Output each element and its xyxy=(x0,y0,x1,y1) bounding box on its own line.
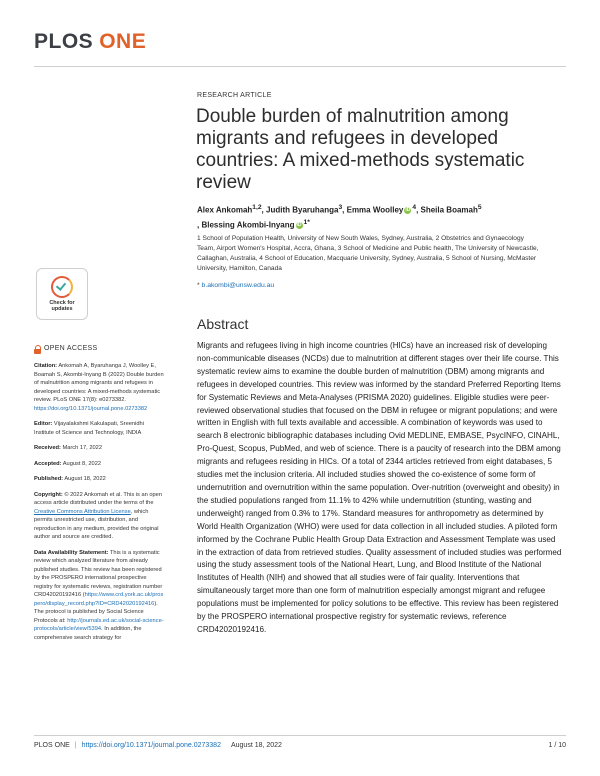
corresponding-email-link[interactable]: b.akombi@unsw.edu.au xyxy=(201,282,275,289)
author-affiliation-marker: 3 xyxy=(338,204,343,211)
citation-doi-link[interactable]: https://doi.org/10.1371/journal.pone.0273382 xyxy=(34,405,148,412)
corresponding-mark: * xyxy=(197,282,200,289)
abstract-text: Migrants and refugees living in high income countries (HICs) have an increased risk of developing non-communicable diseases (NCDs) due to malnutrition at different stages over their life course. This systematic review aims to examine the double burden of malnutrition (DBM) among migrants and refugees in developed countries. This review was informed by the standard Preferred Reporting Items for Systematic Reviews and Meta-Analyses (PRISMA 2020) guidelines. Eligible studies were peer-reviewed observational studies that focused on the DBM in refugee or migrant populations; and were written in English with full texts available and accessible. A combination of keywords was used to search 8 electronic bibliographic databases including Ovid MEDLINE, EMBASE, PsycINFO, CINAHL, Pro-Quest, Scopus, PubMed, and web of science. There is a paucity of research into the DBM among migrants and refugees residing in HICs. Of a total of 2344 articles retrieved from eight databases, 5 studies met the inclusion criteria. All included studies showed the co-existence of some form of undernutrition and overnutrition within the same population. Over-nutrition (overweight and obesity) in the studied populations ranged from 11.1% to 42% while undernutrition (stunting, wasting and underweight) ranged from 0.3% to 17%. Standard measures for anthropometry as determined by World Health Organization (WHO) were used for data collection in all included studies. A piloted form informed by the Cochrane Public Health Group Data Extraction and Assessment Template was used in the extraction of data from retrieved studies. Quality assessment of included studies was performed using the study assessment tools of the National Heart, Lung, and Blood Institute of the National Institutes of Health (NIH) and showed that all studies were of fair quality. Interventions that simultaneously target more than one form of malnutrition especially amongst migrant and refugee populations must be implemented for policy solutions to be effective. This review has been registered by the PROSPERO international prospective registry for systematic reviews, reference CRD42020192416. xyxy=(197,341,562,634)
page-footer xyxy=(34,742,566,749)
accepted-date: Accepted: August 8, 2022 xyxy=(34,460,102,467)
author-name[interactable]: Alex Ankomah xyxy=(197,205,253,215)
author-affiliation-marker: 5 xyxy=(477,204,482,211)
page-number: 1 / 10 xyxy=(548,742,566,749)
corresponding-author xyxy=(197,282,274,289)
orcid-icon[interactable]: iD xyxy=(405,207,411,214)
footer-doi-link[interactable]: https://doi.org/10.1371/journal.pone.0273382 xyxy=(81,742,221,749)
journal-logo[interactable] xyxy=(34,30,146,54)
author-affiliation-marker: 1,2 xyxy=(252,204,262,211)
citation-block: Citation: Ankomah A, Byaruhanga J, Woolley E, Boamah S, Akombi-Inyang B (2022) Double burden of malnutrition among migrants and refugees in developed countries: A mixed-methods systematic review. PLoS ONE 17(8): e0273382. https://doi.org/10.1371/journal.pone.0273382 xyxy=(34,363,164,412)
copyright-block: Copyright: © 2022 Ankomah et al. This is an open access article distributed under the terms of the Creative Commons Attribution License, which permits unrestricted use, distribution, and reproduction in any medium, provided the original author and source are credited. xyxy=(34,491,163,540)
check-updates-label: Check for updates xyxy=(49,299,75,312)
check-for-updates-button[interactable] xyxy=(36,268,88,320)
footer-journal: PLOS ONE xyxy=(34,742,70,749)
author-name[interactable]: , Blessing Akombi-Inyang xyxy=(197,220,295,230)
open-lock-icon xyxy=(34,345,41,354)
author-list xyxy=(197,202,537,231)
footer-separator: | xyxy=(74,742,77,749)
license-link[interactable]: Creative Commons Attribution License xyxy=(34,508,131,515)
author-affiliation-marker: 1* xyxy=(303,218,310,226)
header-divider xyxy=(34,66,566,67)
author-affiliation-marker: 4 xyxy=(412,204,417,211)
open-access-label: OPEN ACCESS xyxy=(44,345,98,353)
check-updates-icon xyxy=(51,276,73,298)
footer-date: August 18, 2022 xyxy=(230,742,282,749)
protocol-link[interactable]: http://journals.ed.ac.uk/social-science-protocols/article/view/5394 xyxy=(34,617,164,632)
published-date: Published: August 18, 2022 xyxy=(34,476,106,482)
article-title: Double burden of malnutrition among migrants and refugees in developed countries: A mixed-methods systematic review xyxy=(196,106,525,193)
received-date: Received: March 17, 2022 xyxy=(34,445,102,451)
editor-block: Editor: Vijayalakshmi Kakulapati, Sreenidhi Institute of Science and Technology, INDIA xyxy=(34,421,144,436)
abstract-heading: Abstract xyxy=(197,316,249,332)
article-type: RESEARCH ARTICLE xyxy=(197,92,272,99)
affiliations: 1 School of Population Health, University of New South Wales, Sydney, Australia, 2 Obstetrics and Gynaecology Team, Airport Women's Hospital, Accra, Ghana, 3 School of Medicine and Public health, The University of Newcastle, Callaghan, Australia, 4 School of Education, Macquarie University, Sydney, Australia, 5 School of Nursing, McMaster University, Hamilton, Canada xyxy=(197,235,539,272)
logo-plos: PLOS xyxy=(34,30,94,53)
author-name[interactable]: , Emma Woolley xyxy=(342,205,404,215)
author-name[interactable]: , Sheila Boamah xyxy=(416,205,478,215)
article-info-sidebar xyxy=(34,345,164,649)
data-availability-block: Data Availability Statement: This is a systematic review which analyzed literature from already published studies. This review has been registered by the PROSPERO international prospective registry for systematic reviews, registration number CRD42020192416 (https://www.crd.york.ac.uk/prospero/display_record.php?ID=CRD42020192416). The protocol is published by Social Science Protocols at: http://journals.ed.ac.uk/social-science-protocols/article/view/5394. In addition, the comprehensive search strategy for xyxy=(34,549,164,641)
logo-one: ONE xyxy=(99,30,147,53)
author-name[interactable]: , Judith Byaruhanga xyxy=(261,205,339,215)
orcid-icon[interactable]: iD xyxy=(296,221,302,228)
prospero-link[interactable]: https://www.crd.york.ac.uk/prospero/display_record.php?ID=CRD42020192416 xyxy=(34,592,164,607)
open-access-indicator xyxy=(34,345,164,354)
footer-divider xyxy=(34,735,566,736)
